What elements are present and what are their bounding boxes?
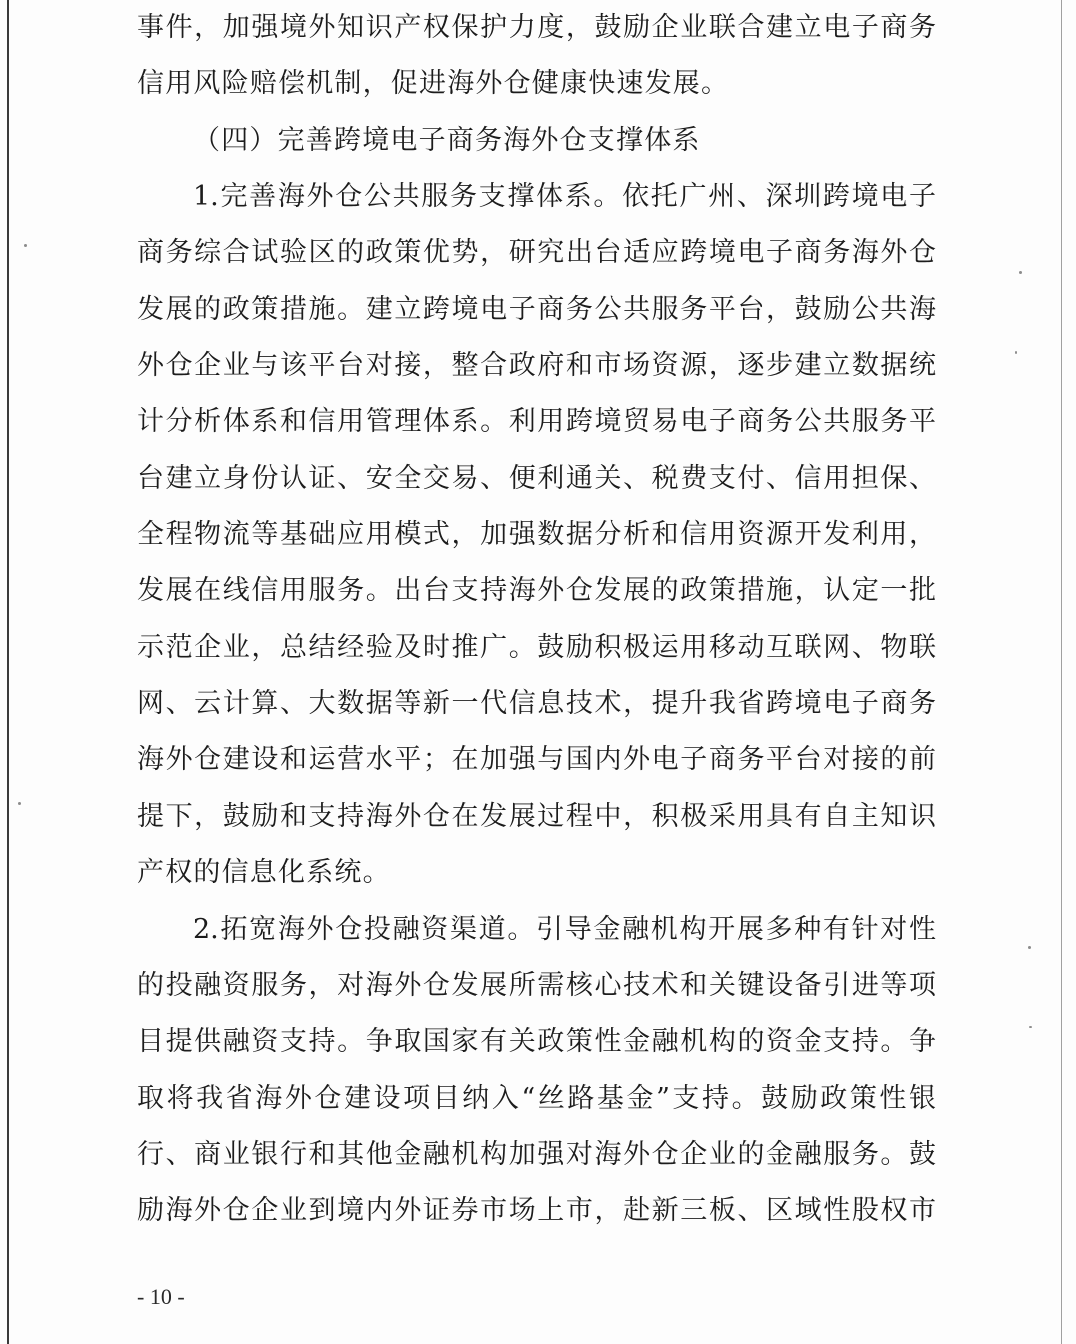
paragraph-line: 全程物流等基础应用模式，加强数据分析和信用资源开发利用， [137,519,936,551]
body-text [137,0,936,1240]
scan-speck [1015,351,1017,354]
paragraph-line: 取将我省海外仓建设项目纳入“丝路基金”支持。鼓励政策性银 [137,1082,936,1114]
paragraph-line: 发展在线信用服务。出台支持海外仓发展的政策措施，认定一批 [137,575,936,607]
page-number: - 10 - [137,1284,185,1309]
paragraph-line: 示范企业，总结经验及时推广。鼓励积极运用移动互联网、物联 [137,631,936,663]
paragraph-line: 事件，加强境外知识产权保护力度，鼓励企业联合建立电子商务 [137,12,936,43]
scan-speck [1019,271,1022,274]
paragraph-line: 产权的信息化系统。 [137,857,391,889]
scan-speck [24,244,27,247]
paragraph-line: 行、商业银行和其他金融机构加强对海外仓企业的金融服务。鼓 [137,1138,936,1170]
scan-edge-left [7,0,9,1344]
paragraph-line: 励海外仓企业到境内外证券市场上市，赴新三板、区域性股权市 [137,1195,936,1227]
paragraph-line: 海外仓建设和运营水平；在加强与国内外电子商务平台对接的前 [137,744,936,776]
paragraph-line: 网、云计算、大数据等新一代信息技术，提升我省跨境电子商务 [137,688,936,720]
paragraph-line: 提下，鼓励和支持海外仓在发展过程中，积极采用具有自主知识 [137,800,936,832]
scan-speck [1028,946,1031,949]
paragraph-line: 发展的政策措施。建立跨境电子商务公共服务平台，鼓励公共海 [137,293,936,325]
scan-speck [18,802,21,805]
paragraph-line: 目提供融资支持。争取国家有关政策性金融机构的资金支持。争 [137,1026,936,1058]
scan-edge-right [1061,0,1062,1344]
paragraph-line: 的投融资服务，对海外仓发展所需核心技术和关键设备引进等项 [137,969,936,1001]
paragraph-line: 信用风险赔偿机制，促进海外仓健康快速发展。 [137,68,730,100]
paragraph-line: 2.拓宽海外仓投融资渠道。引导金融机构开展多种有针对性 [193,913,936,945]
paragraph-line: 外仓企业与该平台对接，整合政府和市场资源，逐步建立数据统 [137,350,936,382]
scan-speck [1029,1026,1032,1028]
paragraph-line: 计分析体系和信用管理体系。利用跨境贸易电子商务公共服务平 [137,406,936,438]
paragraph-line: 台建立身份认证、安全交易、便利通关、税费支付、信用担保、 [137,462,936,494]
paragraph-line: 商务综合试验区的政策优势，研究出台适应跨境电子商务海外仓 [137,237,936,269]
paragraph-line: 1.完善海外仓公共服务支撑体系。依托广州、深圳跨境电子 [193,181,936,213]
section-heading: （四）完善跨境电子商务海外仓支撑体系 [193,124,701,156]
